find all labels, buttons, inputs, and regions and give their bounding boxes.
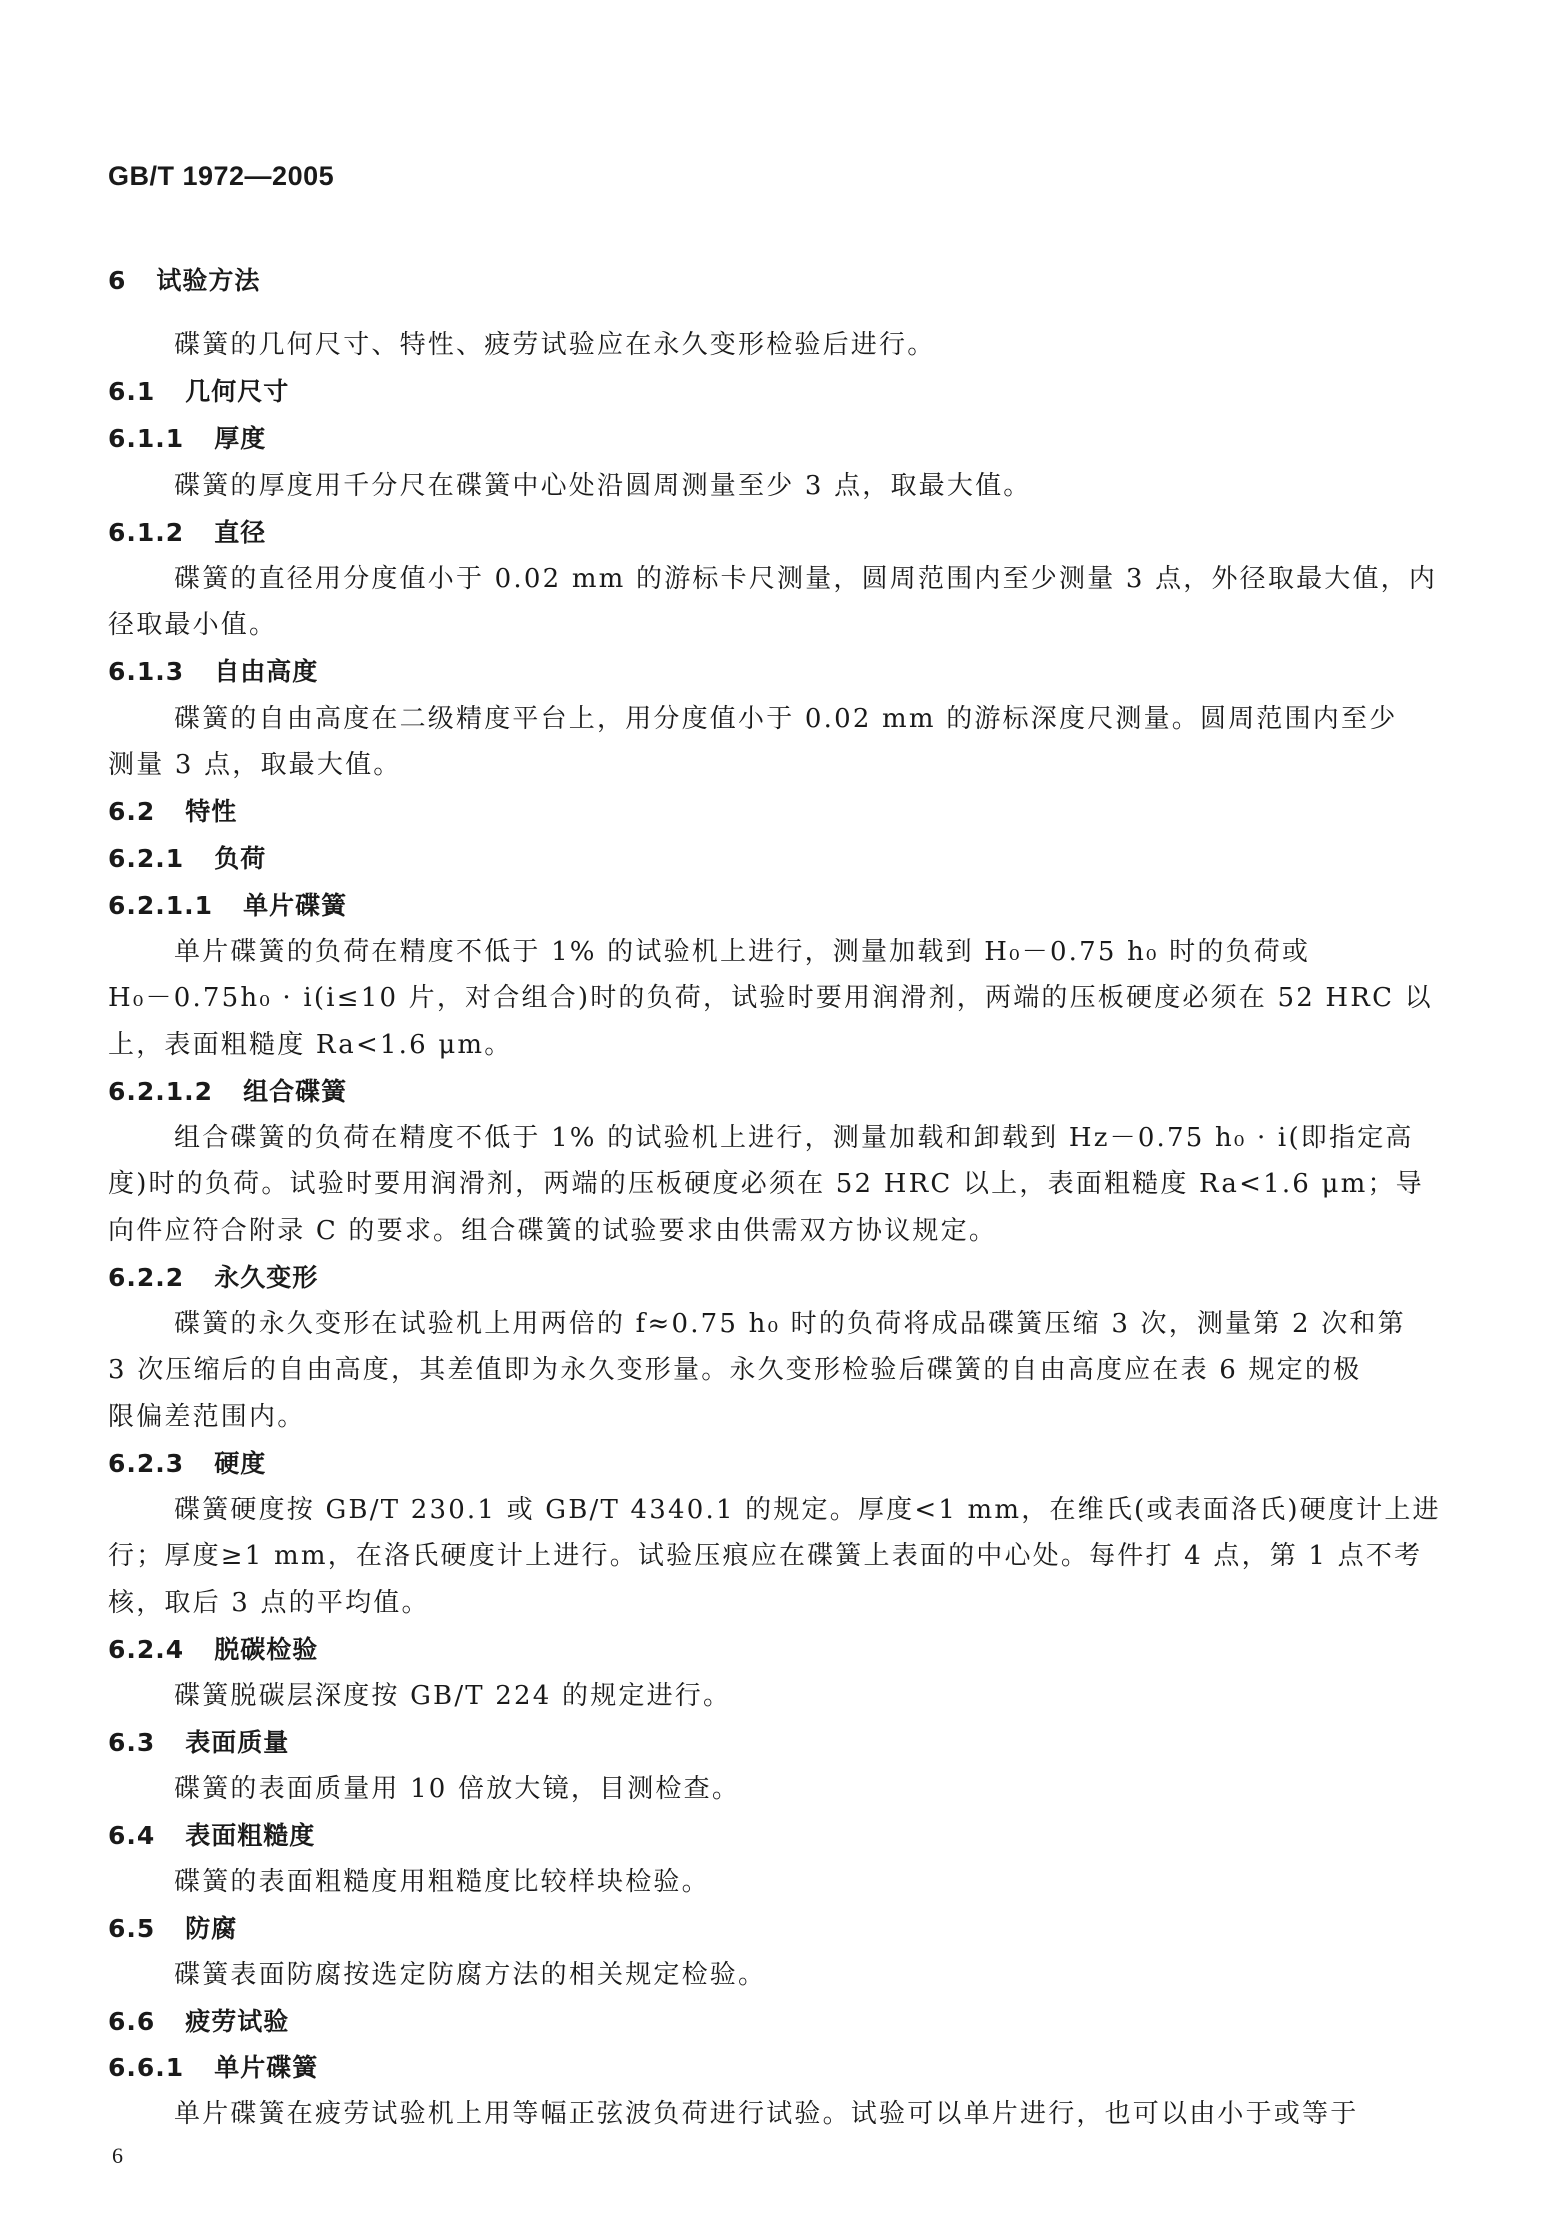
heading-6-3 xyxy=(108,1725,289,1761)
heading-number: 6.2.1.1 xyxy=(108,891,214,920)
heading-6-6 xyxy=(108,2004,289,2040)
paragraph-line: 单片碟簧在疲劳试验机上用等幅正弦波负荷进行试验。试验可以单片进行，也可以由小于或等于 xyxy=(174,2099,1359,2129)
heading-number: 6.6.1 xyxy=(108,2053,185,2082)
paragraph-line: 碟簧硬度按 GB/T 230.1 或 GB/T 4340.1 的规定。厚度<1 mm，在维氏(或表面洛氏)硬度计上进 xyxy=(174,1495,1441,1525)
heading-number: 6.5 xyxy=(108,1914,156,1943)
paragraph-line: 碟簧的直径用分度值小于 0.02 mm 的游标卡尺测量，圆周范围内至少测量 3 点，外径取最大值，内 xyxy=(174,564,1438,594)
heading-number: 6.1.3 xyxy=(108,657,185,686)
heading-6-2 xyxy=(108,794,237,830)
heading-title: 疲劳试验 xyxy=(185,2007,290,2036)
paragraph-line: 碟簧的厚度用千分尺在碟簧中心处沿圆周测量至少 3 点，取最大值。 xyxy=(174,471,1032,501)
paragraph-line: 度)时的负荷。试验时要用润滑剂，两端的压板硬度必须在 52 HRC 以上，表面粗糙度 Ra<1.6 μm；导 xyxy=(108,1169,1424,1199)
heading-number: 6.1.1 xyxy=(108,424,185,453)
paragraph-line: 测量 3 点，取最大值。 xyxy=(108,750,402,780)
heading-number: 6.3 xyxy=(108,1728,156,1757)
paragraph-line: 核，取后 3 点的平均值。 xyxy=(108,1588,430,1618)
heading-title: 几何尺寸 xyxy=(185,377,290,406)
paragraph-line: 碟簧脱碳层深度按 GB/T 224 的规定进行。 xyxy=(174,1681,732,1711)
heading-number: 6.2.3 xyxy=(108,1449,185,1478)
paragraph-line: 碟簧的自由高度在二级精度平台上，用分度值小于 0.02 mm 的游标深度尺测量。圆周范围内至少 xyxy=(174,704,1398,734)
paragraph-line: 行；厚度≥1 mm，在洛氏硬度计上进行。试验压痕应在碟簧上表面的中心处。每件打 4 点，第 1 点不考 xyxy=(108,1541,1423,1571)
heading-number: 6.1.2 xyxy=(108,518,185,547)
heading-title: 直径 xyxy=(214,518,267,547)
heading-number: 6.4 xyxy=(108,1821,156,1850)
standard-code-header: GB/T 1972—2005 xyxy=(108,161,335,191)
heading-6-6-1 xyxy=(108,2050,318,2086)
heading-title: 防腐 xyxy=(185,1914,238,1943)
heading-6-1-3 xyxy=(108,654,318,690)
heading-title: 表面质量 xyxy=(185,1728,290,1757)
heading-title: 脱碳检验 xyxy=(214,1635,319,1664)
heading-6-4 xyxy=(108,1818,315,1854)
heading-6-5 xyxy=(108,1911,237,1947)
heading-number: 6.2 xyxy=(108,797,156,826)
paragraph-line: 碟簧表面防腐按选定防腐方法的相关规定检验。 xyxy=(174,1960,767,1990)
heading-number: 6.2.1.2 xyxy=(108,1077,214,1106)
heading-title: 厚度 xyxy=(214,424,267,453)
heading-number: 6.2.1 xyxy=(108,844,185,873)
heading-6-2-1-2 xyxy=(108,1074,347,1110)
heading-title: 表面粗糙度 xyxy=(185,1821,316,1850)
paragraph-line: 3 次压缩后的自由高度，其差值即为永久变形量。永久变形检验后碟簧的自由高度应在表 6 规定的极 xyxy=(108,1355,1362,1385)
paragraph-line: 碟簧的表面粗糙度用粗糙度比较样块检验。 xyxy=(174,1867,710,1897)
heading-6-1-2 xyxy=(108,515,266,551)
heading-title: 特性 xyxy=(185,797,238,826)
paragraph-line: 向件应符合附录 C 的要求。组合碟簧的试验要求由供需双方协议规定。 xyxy=(108,1216,998,1246)
heading-6-2-1-1 xyxy=(108,888,347,924)
heading-title: 自由高度 xyxy=(214,657,319,686)
paragraph-line: 径取最小值。 xyxy=(108,610,278,640)
paragraph-line: 限偏差范围内。 xyxy=(108,1402,306,1432)
heading-6-2-4 xyxy=(108,1632,318,1668)
section-heading-6 xyxy=(108,263,260,299)
heading-title: 组合碟簧 xyxy=(243,1077,348,1106)
heading-title: 单片碟簧 xyxy=(243,891,348,920)
section-number: 6 xyxy=(108,266,127,295)
heading-title: 单片碟簧 xyxy=(214,2053,319,2082)
heading-6-1-1 xyxy=(108,421,266,457)
heading-6-2-3 xyxy=(108,1446,266,1482)
heading-number: 6.2.4 xyxy=(108,1635,185,1664)
heading-6-2-1 xyxy=(108,841,266,877)
heading-number: 6.1 xyxy=(108,377,156,406)
heading-number: 6.2.2 xyxy=(108,1263,185,1292)
paragraph-line: 碟簧的几何尺寸、特性、疲劳试验应在永久变形检验后进行。 xyxy=(174,330,936,360)
heading-title: 永久变形 xyxy=(214,1263,319,1292)
paragraph-line: H₀－0.75h₀ · i(i≤10 片，对合组合)时的负荷，试验时要用润滑剂，两端的压板硬度必须在 52 HRC 以 xyxy=(108,983,1433,1013)
heading-6-2-2 xyxy=(108,1260,318,1296)
heading-number: 6.6 xyxy=(108,2007,156,2036)
section-title: 试验方法 xyxy=(156,266,261,295)
heading-title: 负荷 xyxy=(214,844,267,873)
paragraph-line: 碟簧的表面质量用 10 倍放大镜，目测检查。 xyxy=(174,1774,741,1804)
heading-6-1 xyxy=(108,374,289,410)
page-number: 6 xyxy=(112,2143,123,2168)
paragraph-line: 碟簧的永久变形在试验机上用两倍的 f≈0.75 h₀ 时的负荷将成品碟簧压缩 3 次，测量第 2 次和第 xyxy=(174,1309,1406,1339)
paragraph-line: 组合碟簧的负荷在精度不低于 1% 的试验机上进行，测量加载和卸载到 Hz－0.75 h₀ · i(即指定高 xyxy=(174,1123,1414,1153)
heading-title: 硬度 xyxy=(214,1449,267,1478)
paragraph-line: 上，表面粗糙度 Ra<1.6 μm。 xyxy=(108,1030,513,1060)
paragraph-line: 单片碟簧的负荷在精度不低于 1% 的试验机上进行，测量加载到 H₀－0.75 h₀ 时的负荷或 xyxy=(174,937,1311,967)
